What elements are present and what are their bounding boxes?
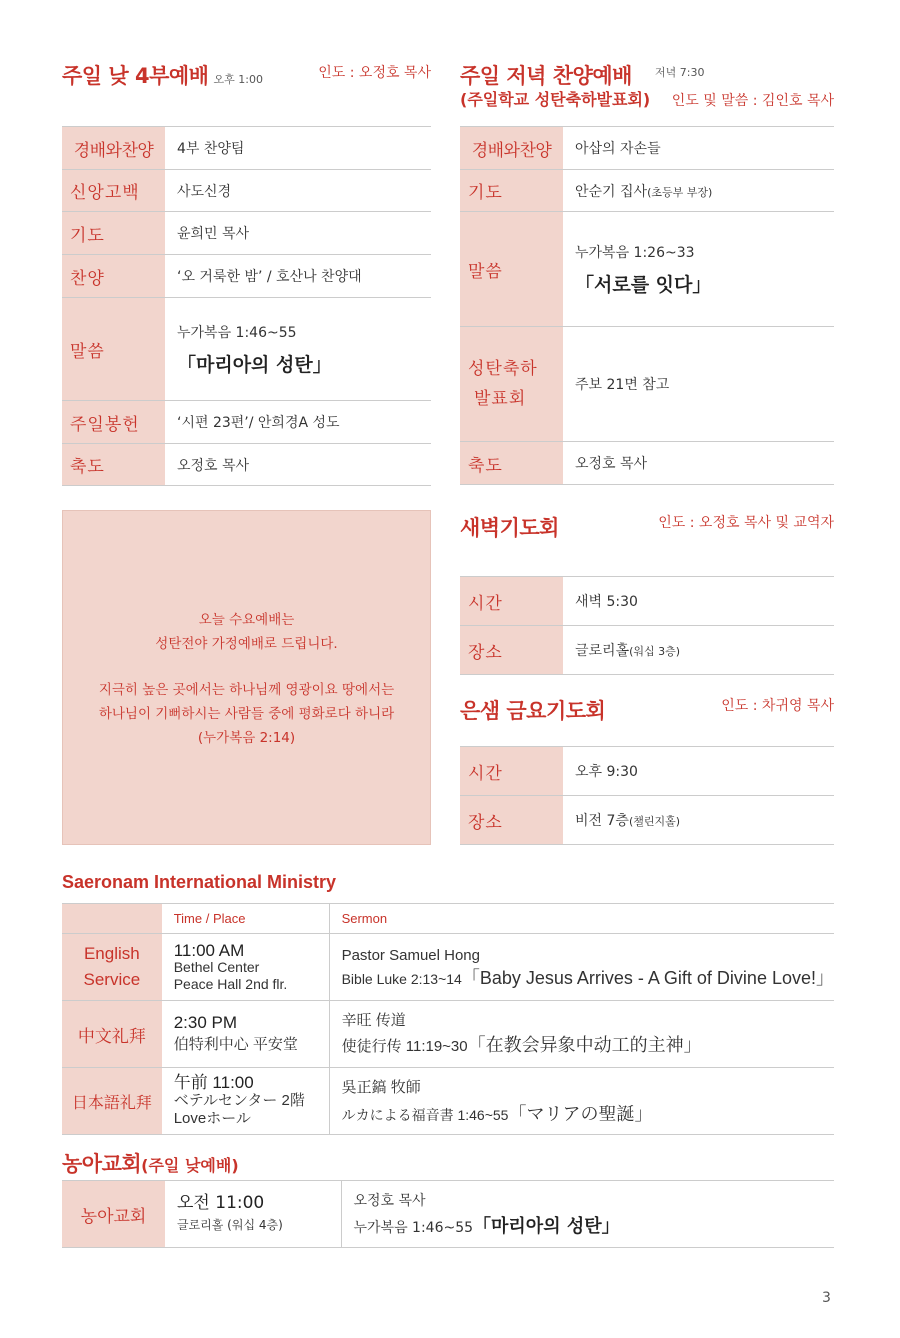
place-line1: Bethel Center: [173, 958, 260, 975]
service-time: 2:30 PM: [173, 1013, 238, 1032]
table-row: [62, 170, 431, 212]
time-place: [162, 1068, 329, 1135]
table-row: [62, 298, 431, 401]
deaf-heading: [62, 1148, 239, 1178]
row-value: [563, 212, 834, 327]
time-place: [162, 1001, 329, 1068]
place-line1: ベテルセンター 2階: [173, 1092, 305, 1109]
table-header: [62, 904, 834, 934]
sermon-cell: [329, 1001, 834, 1068]
table-row: [460, 442, 834, 485]
sermon-title: 「마리아의 성탄」: [177, 353, 332, 376]
dawn-leader: 인도 : 오정호 목사 및 교역자: [658, 515, 834, 531]
row-label: [62, 934, 162, 1001]
evening-leader: 인도 및 말씀 : 김인호 목사: [671, 93, 834, 109]
sermon-title: 「서로를 잇다」: [575, 273, 712, 296]
row-label: 축도: [460, 442, 563, 485]
table-row: [460, 327, 834, 442]
table-row: [460, 170, 834, 212]
row-label: 찬양: [62, 255, 165, 298]
preacher: 吳正鎬 牧師: [341, 1078, 421, 1096]
row-label: 경배와찬양: [62, 127, 165, 170]
friday-table: [460, 746, 834, 845]
row-label: 中文礼拜: [62, 1001, 162, 1068]
table-row: [460, 212, 834, 327]
intl-table: [62, 903, 834, 1135]
preacher: 辛旺 传道: [341, 1012, 406, 1029]
row-label: 말씀: [460, 212, 563, 327]
sermon-line: [342, 1101, 834, 1128]
table-row: [62, 444, 431, 486]
time-place: [165, 1181, 341, 1248]
row-label: 기도: [62, 212, 165, 255]
place-line1: 글로리홀 (워십 4층): [177, 1218, 283, 1232]
sermon-line: [342, 1033, 834, 1059]
deaf-table: [62, 1180, 834, 1248]
row-value: 새벽 5:30: [563, 577, 834, 626]
evening-title: 주일 저녁 찬양예배: [460, 64, 632, 88]
evening-time: 저녁 7:30: [655, 66, 705, 79]
table-row: [62, 212, 431, 255]
sunday4-table: [62, 126, 431, 486]
row-label: 장소: [460, 796, 563, 845]
prayer-note: (초등부 부장): [647, 185, 713, 199]
scripture-ref: Bible Luke 2:13~14: [341, 970, 462, 987]
notice-verse-ref: (누가복음 2:14): [197, 730, 296, 746]
row-label-line2: Service: [83, 970, 141, 989]
row-label: 축도: [62, 444, 165, 486]
row-value: [563, 796, 834, 845]
place-line2: Peace Hall 2nd flr.: [173, 975, 288, 992]
scripture-ref: 누가복음 1:26~33: [575, 244, 695, 261]
row-label: 기도: [460, 170, 563, 212]
table-row: [62, 401, 431, 444]
row-label-line1: English: [83, 944, 140, 963]
table-row: [460, 127, 834, 170]
evening-heading: [460, 60, 632, 90]
sermon-cell: [329, 934, 834, 1001]
row-label: 말씀: [62, 298, 165, 401]
table-row: [62, 1068, 834, 1135]
friday-leader: 인도 : 차귀영 목사: [721, 698, 834, 714]
row-label: 주일봉헌: [62, 401, 165, 444]
sunday4-title: 주일 낮 4부예배: [62, 64, 209, 88]
sermon-line: [354, 1214, 835, 1241]
table-row: [460, 747, 834, 796]
row-label: 경배와찬양: [460, 127, 563, 170]
sunday4-leader: 인도 : 오정호 목사: [318, 65, 431, 81]
notice-verse2: 하나님이 기뻐하시는 사람들 중에 평화로다 하니라: [98, 706, 395, 722]
row-value: 오정호 목사: [165, 444, 431, 486]
row-value: 윤희민 목사: [165, 212, 431, 255]
service-time: 午前 11:00: [173, 1073, 254, 1092]
service-time: 11:00 AM: [173, 940, 245, 960]
row-value: [165, 298, 431, 401]
header-sermon: Sermon: [329, 904, 834, 934]
sunday4-time: 오후 1:00: [213, 73, 263, 86]
intl-title: Saeronam International Ministry: [62, 872, 337, 892]
row-value: 사도신경: [165, 170, 431, 212]
row-label: 농아교회: [62, 1181, 165, 1248]
scripture-ref: 누가복음 1:46~55: [353, 1219, 474, 1236]
table-row: [62, 1001, 834, 1068]
place-note: (워십 3층): [629, 645, 681, 658]
header-time: Time / Place: [162, 904, 329, 934]
place-note: (챌린지홀): [628, 815, 681, 828]
row-value: [563, 170, 834, 212]
notice-verse1: 지극히 높은 곳에서는 하나님께 영광이요 땅에서는: [98, 682, 395, 698]
row-label: 시간: [460, 577, 563, 626]
table-row: [460, 796, 834, 845]
row-label: [460, 327, 563, 442]
table-row: [62, 1181, 834, 1248]
row-value: 오정호 목사: [563, 442, 834, 485]
row-label: 신앙고백: [62, 170, 165, 212]
row-label-line2: 발표회: [474, 389, 527, 409]
table-row: [460, 577, 834, 626]
place-line1: 伯特利中心 平安堂: [173, 1036, 298, 1053]
dawn-title: 새벽기도회: [460, 516, 559, 540]
row-label-line1: 성탄축하: [468, 359, 538, 379]
preacher: Pastor Samuel Hong: [341, 946, 480, 964]
sermon-line: [342, 967, 834, 991]
scripture-ref: ルカによる福音書 1:46~55: [341, 1106, 509, 1123]
scripture-ref: 使徒行传 11:19~30: [341, 1038, 468, 1055]
table-row: [62, 934, 834, 1001]
place-name: 글로리홀: [575, 643, 630, 659]
table-row: [460, 626, 834, 675]
page-number: 3: [822, 1290, 831, 1306]
row-value: 주보 21면 참고: [563, 327, 834, 442]
time-place: [162, 934, 329, 1001]
sermon-title: 「マリアの聖誕」: [508, 1103, 653, 1124]
table-row: [62, 255, 431, 298]
sermon-title: 「Baby Jesus Arrives - A Gift of Divine Love!」: [461, 967, 834, 988]
row-value: 오후 9:30: [563, 747, 834, 796]
scripture-ref: 누가복음 1:46~55: [177, 324, 297, 341]
row-value: ‘시편 23편’/ 안희경A 성도: [165, 401, 431, 444]
evening-subtitle: (주일학교 성탄축하발표회): [460, 90, 651, 109]
sunday4-heading: [62, 60, 263, 90]
header-blank: [62, 904, 162, 934]
row-value: [563, 626, 834, 675]
service-time: 오전 11:00: [177, 1193, 265, 1213]
sermon-title: 「在教会异象中动工的主神」: [467, 1035, 702, 1055]
deaf-title: 농아교회: [62, 1152, 142, 1176]
table-row: [62, 127, 431, 170]
preacher: 오정호 목사: [353, 1192, 426, 1209]
dawn-table: [460, 576, 834, 675]
row-value: ‘오 거룩한 밤’ / 호산나 찬양대: [165, 255, 431, 298]
notice-line1: 오늘 수요예배는: [198, 612, 295, 628]
prayer-name: 안순기 집사: [575, 183, 648, 200]
sermon-title: 「마리아의 성탄」: [473, 1215, 620, 1237]
place-name: 비전 7층: [575, 813, 629, 829]
place-line2: Loveホール: [173, 1110, 251, 1127]
row-value: 4부 찬양팀: [165, 127, 431, 170]
deaf-title-suffix: (주일 낮예배): [141, 1156, 239, 1175]
evening-table: [460, 126, 834, 485]
notice-line2: 성탄전야 가정예배로 드립니다.: [155, 636, 338, 652]
row-label: 장소: [460, 626, 563, 675]
friday-title: 은샘 금요기도회: [460, 699, 606, 723]
sermon-cell: [341, 1181, 834, 1248]
row-label: 日本語礼拜: [62, 1068, 162, 1135]
row-label: 시간: [460, 747, 563, 796]
sermon-cell: [329, 1068, 834, 1135]
row-value: 아삽의 자손들: [563, 127, 834, 170]
notice-box: [62, 510, 431, 845]
